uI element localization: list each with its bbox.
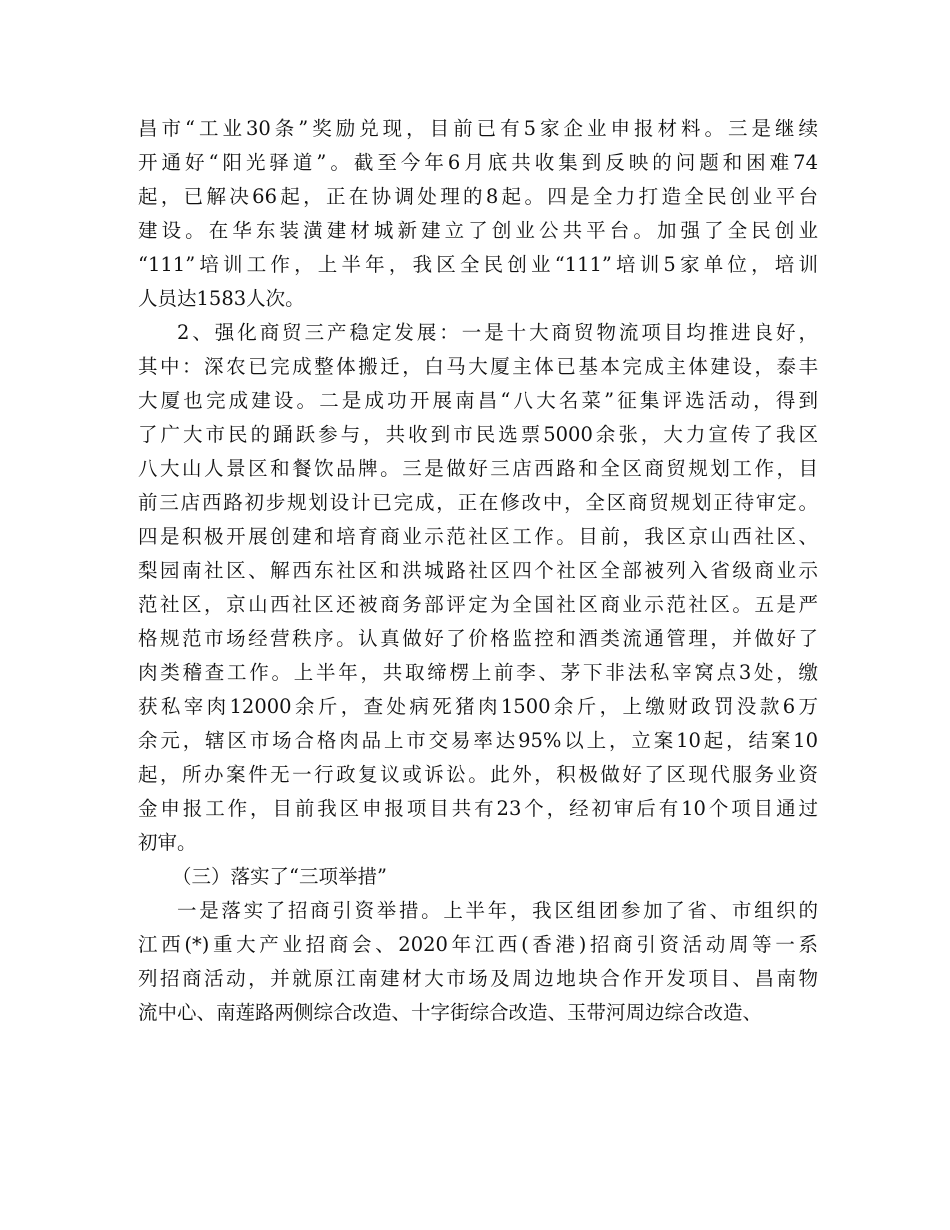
text-line: “111”培训工作，上半年，我区全民创业“111”培训5家单位，培训	[138, 253, 818, 276]
text-line: 范社区，京山西社区还被商务部评定为全国社区商业示范社区。五是严	[138, 593, 818, 616]
text-line: 建设。在华东装潢建材城新建立了创业公共平台。加强了全民创业	[138, 219, 818, 242]
text-line: 八大山人景区和餐饮品牌。三是做好三店西路和全区商贸规划工作，目	[138, 457, 818, 480]
text-line: 肉类稽查工作。上半年，共取缔楞上前李、茅下非法私宰窝点3处，缴	[138, 661, 818, 684]
text-line: 四是积极开展创建和培育商业示范社区工作。目前，我区京山西社区、	[138, 525, 818, 548]
text-line: 金申报工作，目前我区申报项目共有23个，经初审后有10个项目通过	[138, 797, 818, 820]
text-line: 昌市“工业30条”奖励兑现，目前已有5家企业申报材料。三是继续	[138, 117, 818, 140]
text-line: 起，所办案件无一行政复议或诉讼。此外，积极做好了区现代服务业资	[138, 763, 818, 786]
text-line: 开通好“阳光驿道”。截至今年6月底共收集到反映的问题和困难74	[138, 151, 818, 174]
paragraph-start-line: 2、强化商贸三产稳定发展：一是十大商贸物流项目均推进良好，	[177, 321, 818, 344]
text-line: 初审。	[138, 831, 197, 854]
text-line: 大厦也完成建设。二是成功开展南昌“八大名菜”征集评选活动，得到	[138, 389, 818, 412]
text-line: 江西(*)重大产业招商会、2020年江西(香港)招商引资活动周等一系	[138, 933, 818, 956]
text-line: 列招商活动，并就原江南建材大市场及周边地块合作开发项目、昌南物	[138, 967, 818, 990]
text-line: 获私宰肉12000余斤，查处病死猪肉1500余斤，上缴财政罚没款6万	[138, 695, 818, 718]
text-line: 流中心、南莲路两侧综合改造、十字街综合改造、玉带河周边综合改造、	[138, 1001, 763, 1024]
text-line: 人员达1583人次。	[138, 287, 305, 310]
text-line: 其中：深农已完成整体搬迁，白马大厦主体已基本完成主体建设，泰丰	[138, 355, 818, 378]
document-body	[138, 112, 818, 1030]
text-line: 余元，辖区市场合格肉品上市交易率达95%以上，立案10起，结案10	[138, 729, 818, 752]
section-heading: （三）落实了“三项举措”	[172, 865, 387, 888]
text-line: 前三店西路初步规划设计已完成，正在修改中，全区商贸规划正待审定。	[138, 491, 818, 514]
text-line: 了广大市民的踊跃参与，共收到市民选票5000余张，大力宣传了我区	[138, 423, 818, 446]
text-line: 格规范市场经营秩序。认真做好了价格监控和酒类流通管理，并做好了	[138, 627, 818, 650]
text-line: 梨园南社区、解西东社区和洪城路社区四个社区全部被列入省级商业示	[138, 559, 818, 582]
paragraph-start-line: 一是落实了招商引资举措。上半年，我区组团参加了省、市组织的	[177, 899, 818, 922]
text-line: 起，已解决66起，正在协调处理的8起。四是全力打造全民创业平台	[138, 185, 818, 208]
